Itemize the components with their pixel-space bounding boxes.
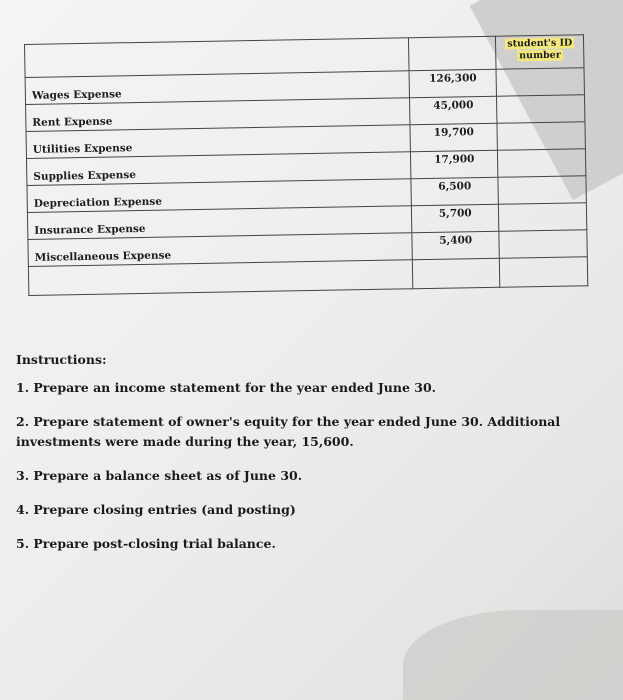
expense-value: 17,900 [410,150,498,179]
student-id-label-line1: student's ID [507,37,573,50]
expense-value: 126,300 [409,69,497,98]
student-id-cell [496,68,584,97]
student-id-label-line2: number [519,49,561,62]
student-id-cell [499,230,587,259]
expense-label: Wages Expense [25,71,409,105]
expense-value: 5,700 [411,204,499,233]
expense-label: Depreciation Expense [27,179,411,213]
total-label-cell [28,260,412,296]
total-student-id-cell [500,257,588,288]
expense-label: Miscellaneous Expense [28,233,412,267]
expense-label: Insurance Expense [27,206,411,240]
expense-label: Utilities Expense [26,125,410,159]
student-id-cell [498,176,586,205]
instruction-item: 4. Prepare closing entries (and posting) [16,502,296,517]
instructions-block [16,352,596,568]
student-id-cell [498,149,586,178]
expense-value: 19,700 [410,123,498,152]
total-value-cell [412,258,500,289]
instruction-item: 3. Prepare a balance sheet as of June 30. [16,468,303,483]
student-id-cell [499,203,587,232]
student-id-cell [497,122,585,151]
student-id-cell [497,95,585,124]
photo-shadow [403,610,623,700]
instruction-item: 5. Prepare post-closing trial balance. [16,536,276,551]
expense-value: 45,000 [409,96,497,125]
expense-table [24,34,588,294]
instruction-item: 2. Prepare statement of owner's equity for the year ended June 30. Additional investments were made during the year, 15,600. [16,414,561,449]
expense-value: 6,500 [411,177,499,206]
instruction-item: 1. Prepare an income statement for the year ended June 30. [16,380,436,395]
student-id-header [496,35,584,70]
instructions-title: Instructions: [16,352,107,367]
header-value-cell [408,36,496,71]
expense-label: Rent Expense [26,98,410,132]
expense-value: 5,400 [412,231,500,260]
expense-label: Supplies Expense [26,152,410,186]
